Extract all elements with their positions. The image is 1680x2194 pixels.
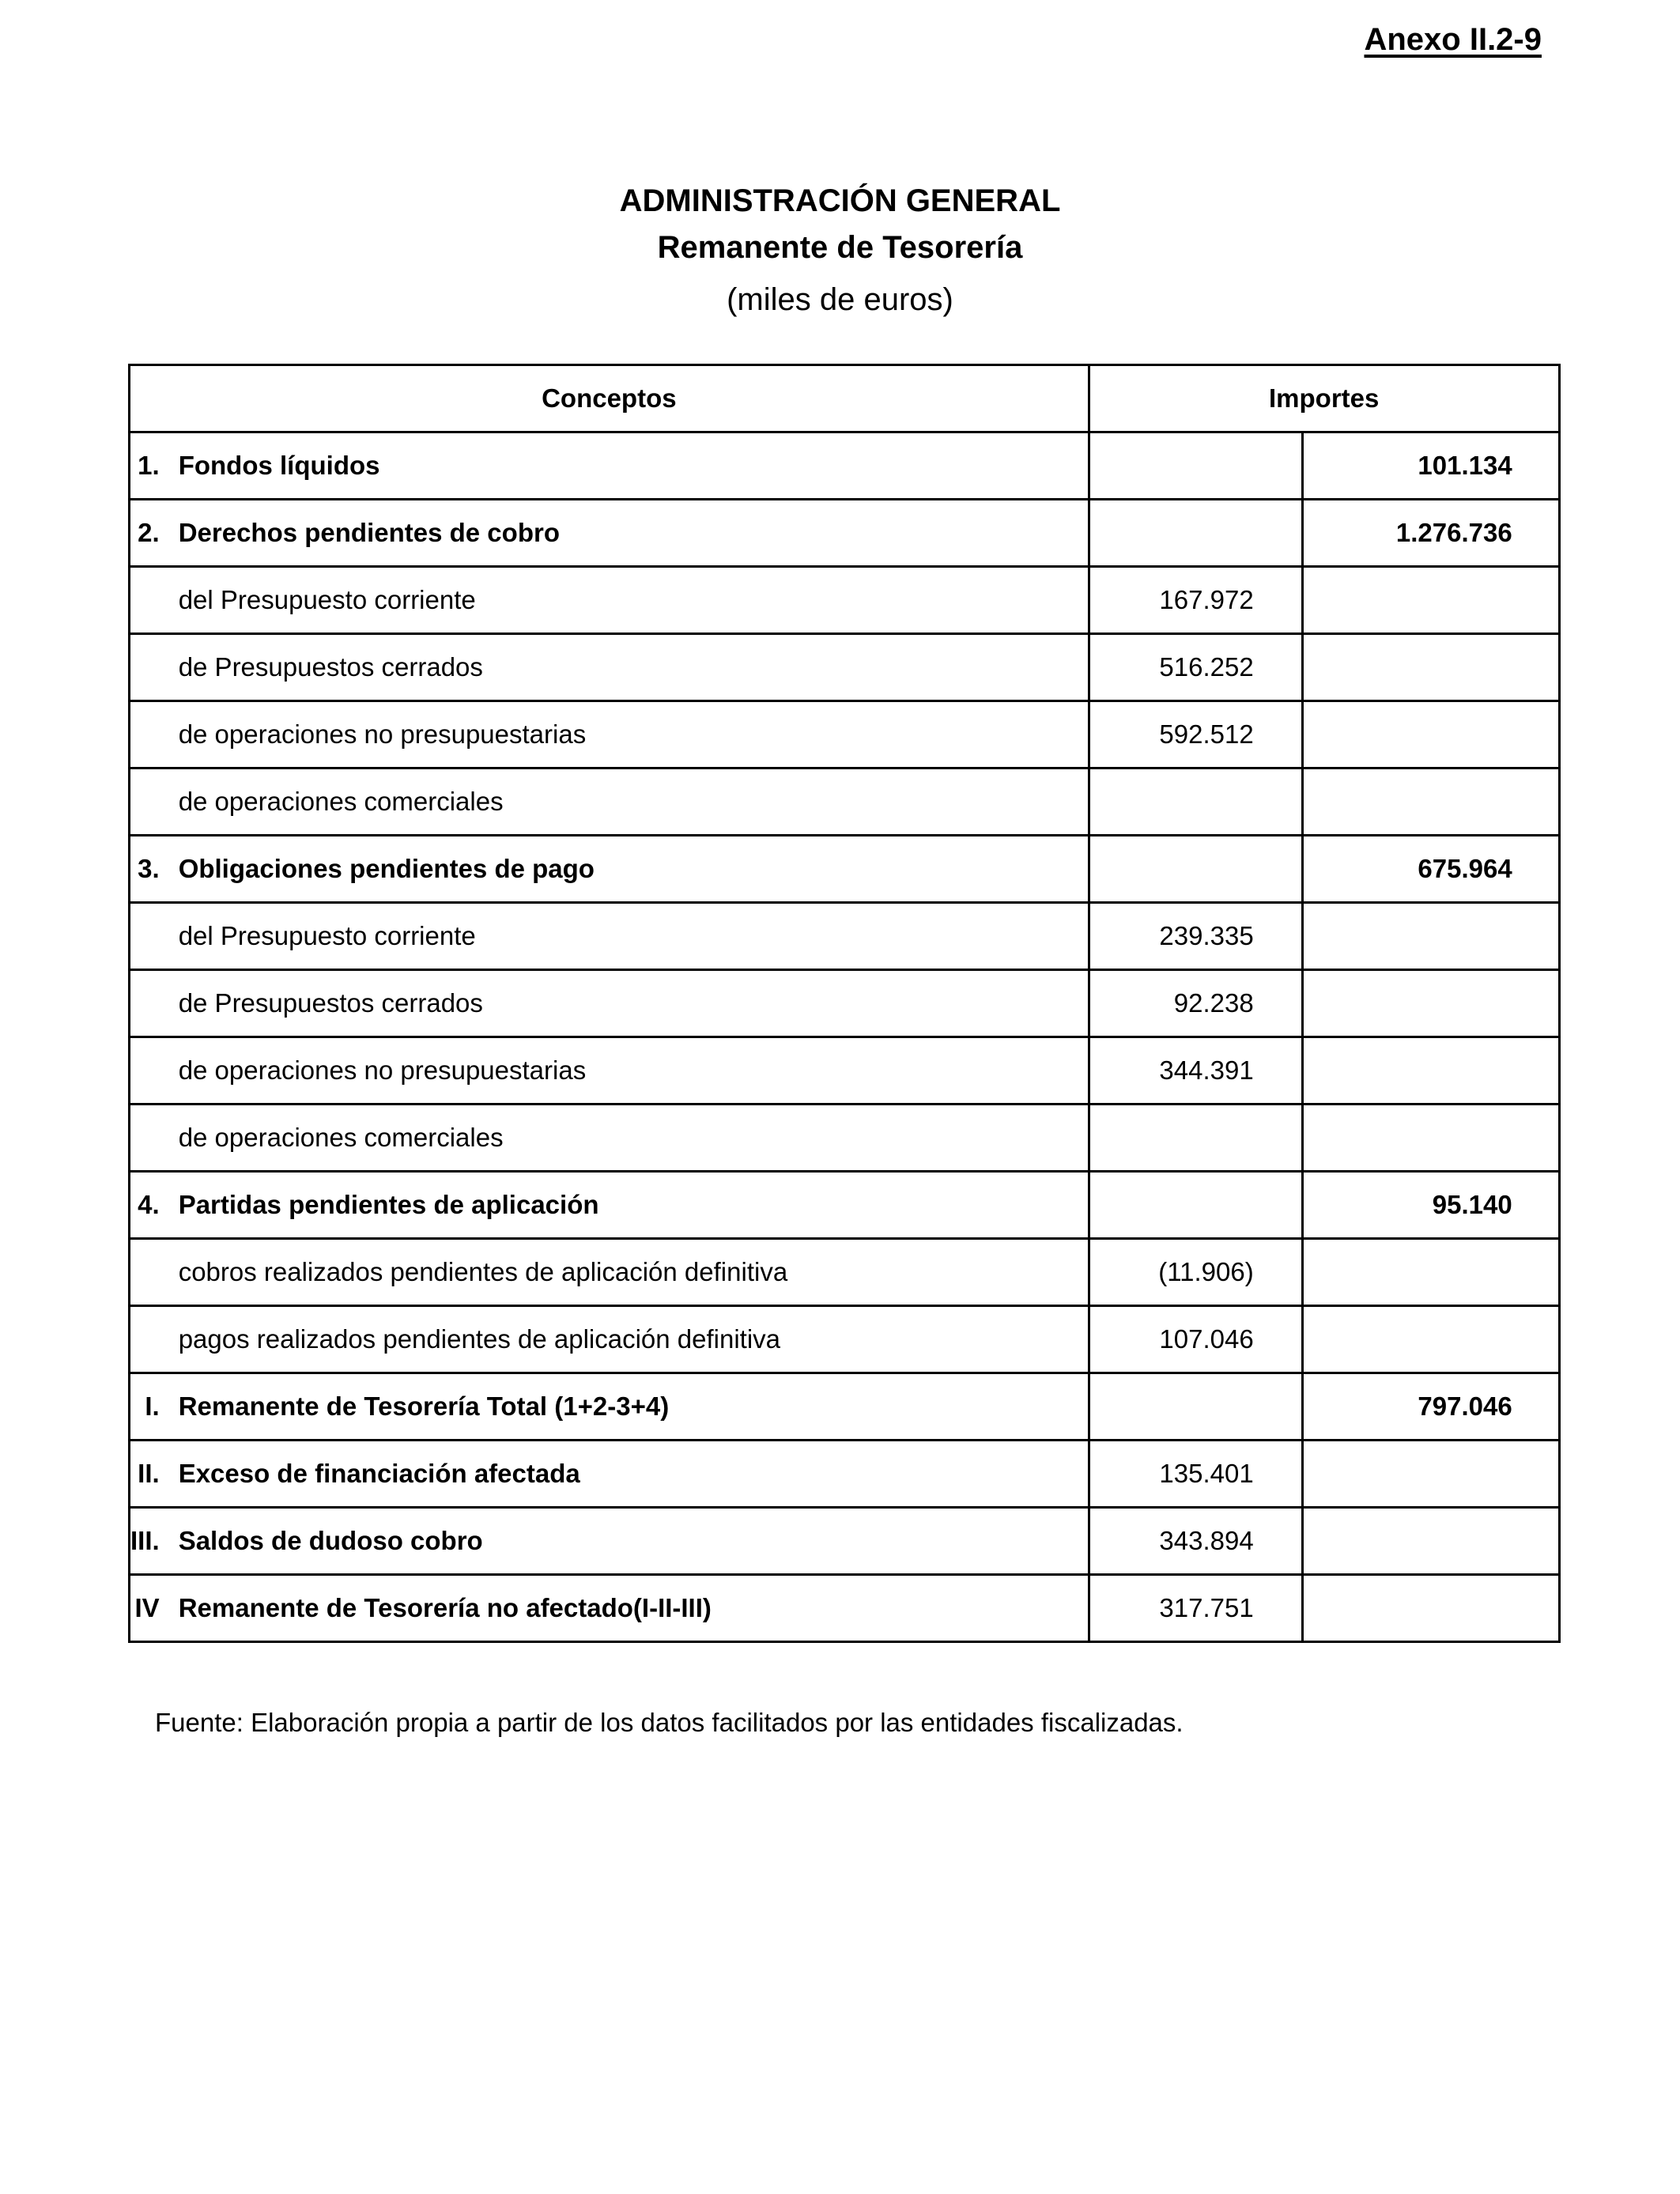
row-number xyxy=(130,701,179,768)
row-subamount xyxy=(1089,1105,1302,1172)
row-number xyxy=(130,1239,179,1306)
table-row xyxy=(130,1441,1560,1508)
row-label: Exceso de financiación afectada xyxy=(179,1441,1089,1508)
table-row xyxy=(130,1172,1560,1239)
row-number: 2. xyxy=(130,500,179,567)
table-row xyxy=(130,634,1560,701)
row-subamount: 239.335 xyxy=(1089,903,1302,970)
table-row xyxy=(130,1373,1560,1441)
row-subamount: 344.391 xyxy=(1089,1037,1302,1105)
row-number xyxy=(130,1306,179,1373)
row-number: IV xyxy=(130,1575,179,1642)
row-total xyxy=(1302,1441,1559,1508)
row-subamount xyxy=(1089,500,1302,567)
row-subamount xyxy=(1089,432,1302,500)
table-row xyxy=(130,1105,1560,1172)
row-number: I. xyxy=(130,1373,179,1441)
row-total xyxy=(1302,1306,1559,1373)
table-row xyxy=(130,903,1560,970)
row-total xyxy=(1302,970,1559,1037)
row-subamount: 92.238 xyxy=(1089,970,1302,1037)
row-label: Partidas pendientes de aplicación xyxy=(179,1172,1089,1239)
table-row xyxy=(130,768,1560,836)
row-total xyxy=(1302,1105,1559,1172)
row-label: del Presupuesto corriente xyxy=(179,567,1089,634)
row-total xyxy=(1302,903,1559,970)
row-number xyxy=(130,567,179,634)
row-number xyxy=(130,970,179,1037)
row-subamount: 317.751 xyxy=(1089,1575,1302,1642)
row-number xyxy=(130,1105,179,1172)
row-label: Remanente de Tesorería Total (1+2-3+4) xyxy=(179,1373,1089,1441)
row-number: II. xyxy=(130,1441,179,1508)
row-subamount: 135.401 xyxy=(1089,1441,1302,1508)
row-total: 101.134 xyxy=(1302,432,1559,500)
row-number: 4. xyxy=(130,1172,179,1239)
row-subamount xyxy=(1089,1172,1302,1239)
row-label: Fondos líquidos xyxy=(179,432,1089,500)
page-subtitle: Remanente de Tesorería xyxy=(657,230,1023,265)
row-total xyxy=(1302,1239,1559,1306)
table-row xyxy=(130,432,1560,500)
title-block xyxy=(0,180,1680,326)
row-label: de operaciones comerciales xyxy=(179,1105,1089,1172)
row-subamount xyxy=(1089,836,1302,903)
row-total: 1.276.736 xyxy=(1302,500,1559,567)
row-label: de operaciones no presupuestarias xyxy=(179,701,1089,768)
header-concepts: Conceptos xyxy=(130,365,1089,432)
row-total xyxy=(1302,634,1559,701)
row-label: Remanente de Tesorería no afectado(I-II-III) xyxy=(179,1575,1089,1642)
row-number: III. xyxy=(130,1508,179,1575)
row-subamount xyxy=(1089,1373,1302,1441)
table-row xyxy=(130,567,1560,634)
header-amounts: Importes xyxy=(1089,365,1559,432)
row-total: 675.964 xyxy=(1302,836,1559,903)
row-label: Obligaciones pendientes de pago xyxy=(179,836,1089,903)
row-total xyxy=(1302,1508,1559,1575)
table-row xyxy=(130,1575,1560,1642)
row-subamount: 516.252 xyxy=(1089,634,1302,701)
row-number xyxy=(130,768,179,836)
row-number: 1. xyxy=(130,432,179,500)
row-label: de Presupuestos cerrados xyxy=(179,634,1089,701)
row-subamount: 167.972 xyxy=(1089,567,1302,634)
table-row xyxy=(130,1037,1560,1105)
annex-label: Anexo II.2-9 xyxy=(1364,22,1542,57)
row-label: pagos realizados pendientes de aplicación definitiva xyxy=(179,1306,1089,1373)
row-total: 95.140 xyxy=(1302,1172,1559,1239)
table-row xyxy=(130,500,1560,567)
row-total xyxy=(1302,567,1559,634)
units-note: (miles de euros) xyxy=(727,282,953,317)
table-header-row xyxy=(130,365,1560,432)
row-subamount: 343.894 xyxy=(1089,1508,1302,1575)
table-row xyxy=(130,1508,1560,1575)
row-label: de Presupuestos cerrados xyxy=(179,970,1089,1037)
table-row xyxy=(130,1239,1560,1306)
row-total xyxy=(1302,701,1559,768)
row-label: cobros realizados pendientes de aplicación definitiva xyxy=(179,1239,1089,1306)
table-row xyxy=(130,701,1560,768)
page-title: ADMINISTRACIÓN GENERAL xyxy=(619,183,1061,218)
table-row xyxy=(130,970,1560,1037)
row-label: de operaciones no presupuestarias xyxy=(179,1037,1089,1105)
row-number xyxy=(130,1037,179,1105)
source-note: Fuente: Elaboración propia a partir de los datos facilitados por las entidades fiscalizadas. xyxy=(155,1708,1184,1737)
row-total xyxy=(1302,768,1559,836)
row-label: Derechos pendientes de cobro xyxy=(179,500,1089,567)
row-total: 797.046 xyxy=(1302,1373,1559,1441)
row-subamount xyxy=(1089,768,1302,836)
row-label: del Presupuesto corriente xyxy=(179,903,1089,970)
row-subamount: 107.046 xyxy=(1089,1306,1302,1373)
row-subamount: (11.906) xyxy=(1089,1239,1302,1306)
row-subamount: 592.512 xyxy=(1089,701,1302,768)
table-row xyxy=(130,836,1560,903)
row-total xyxy=(1302,1575,1559,1642)
row-number: 3. xyxy=(130,836,179,903)
row-number xyxy=(130,903,179,970)
row-number xyxy=(130,634,179,701)
row-label: de operaciones comerciales xyxy=(179,768,1089,836)
treasury-remainder-table xyxy=(128,364,1561,1643)
table-row xyxy=(130,1306,1560,1373)
row-label: Saldos de dudoso cobro xyxy=(179,1508,1089,1575)
row-total xyxy=(1302,1037,1559,1105)
